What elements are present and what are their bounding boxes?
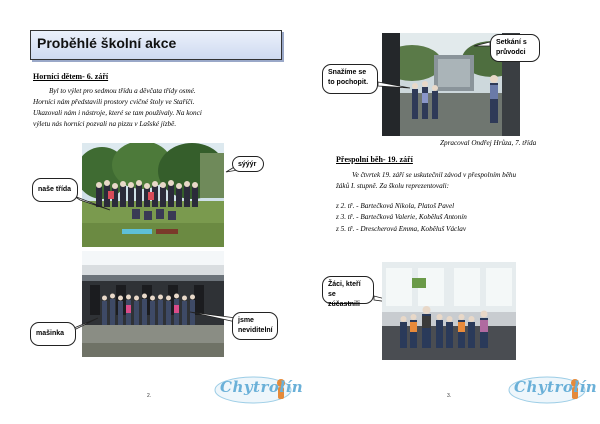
bubble-zaci: Žáci, kteří se zúčastnili: [322, 276, 374, 304]
bubble-masinka: mašinka: [30, 322, 76, 346]
bubble-snazime: Snažíme se to pochopit.: [322, 64, 378, 94]
logo-text: Chytrolín: [514, 378, 598, 396]
right-page: [300, 0, 600, 424]
logo-text: Chytrolín: [220, 378, 304, 396]
article-line: Horníci nám představili prostory cvičné štoly ve Staříči.: [33, 98, 195, 106]
page-number-left: 2.: [147, 393, 152, 399]
chytrolin-logo: [213, 374, 304, 406]
bubble-syyyr: sýýýr: [232, 156, 264, 172]
bubble-setkani: Setkání s průvodci: [490, 34, 540, 62]
article-heading-run: Přespolní běh- 19. září: [336, 155, 413, 164]
article-body-run: [336, 170, 516, 192]
result-line: z 3. tř. - Bartečková Valerie, Koběluš Antonín: [336, 213, 467, 221]
result-line: z 2. tř. - Bartečková Nikola, Platoš Pavel: [336, 202, 455, 210]
photo-credit: Zpracoval Ondřej Hrůza, 7. třída: [440, 139, 537, 147]
result-line: z 5. tř. - Drescherová Emma, Koběluš Václav: [336, 225, 467, 233]
article-line: žáků I. stupně. Za školu reprezentovali:: [336, 182, 450, 190]
article-heading-miners: Horníci dětem- 6. září: [33, 72, 109, 81]
article-line: Ve čtvrtek 19. září se uskutečnil závod v přespolním běhu: [352, 171, 517, 179]
page-number-right: 3.: [447, 393, 452, 399]
bubble-jsme-neviditelni: jsme neviditelní: [232, 312, 278, 340]
article-line: Ukazovali nám i nástroje, které se tam používaly. Na konci: [33, 109, 202, 117]
photo-participants: [382, 262, 516, 360]
bubble-nase-trida: naše třída: [32, 178, 78, 202]
article-line: výletu nás horníci pozvali na pizzu v Lašské jízbě.: [33, 120, 177, 128]
article-line: Byl to výlet pro sedmou třídu a děvčata třídy osmé.: [49, 87, 196, 95]
section-title: Proběhlé školní akce: [37, 35, 177, 51]
chytrolin-logo-right: [507, 374, 598, 406]
